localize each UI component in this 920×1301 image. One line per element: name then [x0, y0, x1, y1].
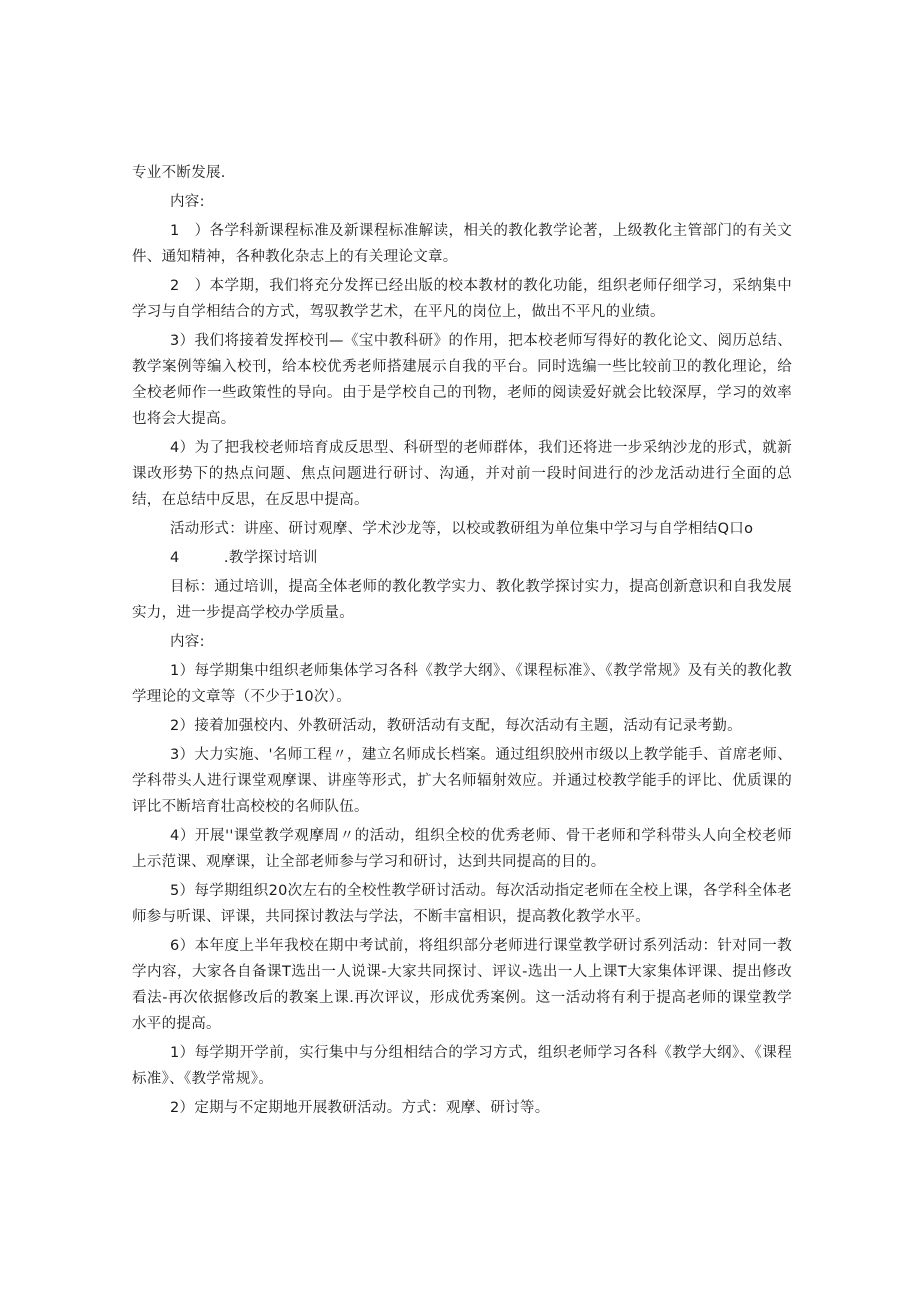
paragraph-semester-item-1: 1）每学期开学前，实行集中与分组相结合的学习方式，组织老师学习各科《教学大纲》、《课程标准》、《教学常规》。: [132, 1045, 792, 1087]
paragraph-professional-development: 专业不断发展.: [132, 165, 226, 181]
paragraph-content-heading: 内容:: [170, 194, 205, 210]
paragraph-training-item-6: 6）本年度上半年我校在期中考试前，将组织部分老师进行课堂教学研讨系列活动：针对同一教学内容，大家各自备课T选出一人说课-大家共同探讨、评议-选出一人上课T大家集体评课、提出修改看法-再次依据修改后的教案上课.再次评议，形成优秀案例。这一活动将有利于提高老师的课堂教学水平的提高。: [132, 938, 792, 1032]
document-body: [132, 160, 792, 1124]
paragraph-training-item-1: 1）每学期集中组织老师集体学习各科《教学大纲》、《课程标准》、《教学常规》及有关的教化教学理论的文章等（不少于10次）。: [132, 663, 792, 705]
paragraph-content-heading-2: 内容:: [170, 634, 205, 650]
paragraph-training-item-4: 4）开展''课堂教学观摩周〃的活动，组织全校的优秀老师、骨干老师和学科带头人向全校老师上示范课、观摩课，让全部老师参与学习和研讨，达到共同提高的目的。: [132, 828, 792, 870]
paragraph-goal: 目标：通过培训，提高全体老师的教化教学实力、教化教学探讨实力，提高创新意识和自我发展实力，进一步提高学校办学质量。: [132, 579, 792, 621]
paragraph-item-1-curriculum-standards: 1 ）各学科新课程标准及新课程标准解读，相关的教化教学论著，上级教化主管部门的有关文件、通知精神，各种教化杂志上的有关理论文章。: [132, 223, 792, 265]
paragraph-semester-item-2: 2）定期与不定期地开展教研活动。方式：观摩、研讨等。: [170, 1100, 550, 1116]
paragraph-training-item-2: 2）接着加强校内、外教研活动，教研活动有支配，每次活动有主题，活动有记录考勤。: [170, 718, 742, 734]
paragraph-item-3-school-journal: 3）我们将接着发挥校刊—《宝中教科研》的作用，把本校老师写得好的教化论文、阅历总结、教学案例等编入校刊，给本校优秀老师搭建展示自我的平台。同时选编一些比较前卫的教化理论，给全校老师作一些政策性的导向。由于是学校自己的刊物，老师的阅读爱好就会比较深厚，学习的效率也将会大提高。: [132, 333, 792, 427]
paragraph-activity-forms: 活动形式：讲座、研讨观摩、学术沙龙等，以校或教研组为单位集中学习与自学相结Q口o: [170, 521, 754, 537]
section-heading-teaching-research-training: 4 .教学探讨培训: [170, 550, 318, 566]
paragraph-training-item-5: 5）每学期组织20次左右的全校性教学研讨活动。每次活动指定老师在全校上课，各学科全体老师参与听课、评课，共同探讨教法与学法，不断丰富相识，提高教化教学水平。: [132, 883, 792, 925]
paragraph-training-item-3: 3）大力实施、'名师工程〃，建立名师成长档案。通过组织胶州市级以上教学能手、首席老师、学科带头人进行课堂观摩课、讲座等形式，扩大名师辐射效应。并通过校教学能手的评比、优质课的评比不断培育壮高校校的名师队伍。: [132, 747, 792, 815]
paragraph-item-4-salon: 4）为了把我校老师培育成反思型、科研型的老师群体，我们还将进一步采纳沙龙的形式，就新课改形势下的热点问题、焦点问题进行研讨、沟通，并对前一段时间进行的沙龙活动进行全面的总结，在总结中反思，在反思中提高。: [132, 440, 792, 508]
paragraph-item-2-school-textbooks: 2 ）本学期，我们将充分发挥已经出版的校本教材的教化功能，组织老师仔细学习，采纳集中学习与自学相结合的方式，驾驭教学艺术，在平凡的岗位上，做出不平凡的业绩。: [132, 278, 792, 320]
